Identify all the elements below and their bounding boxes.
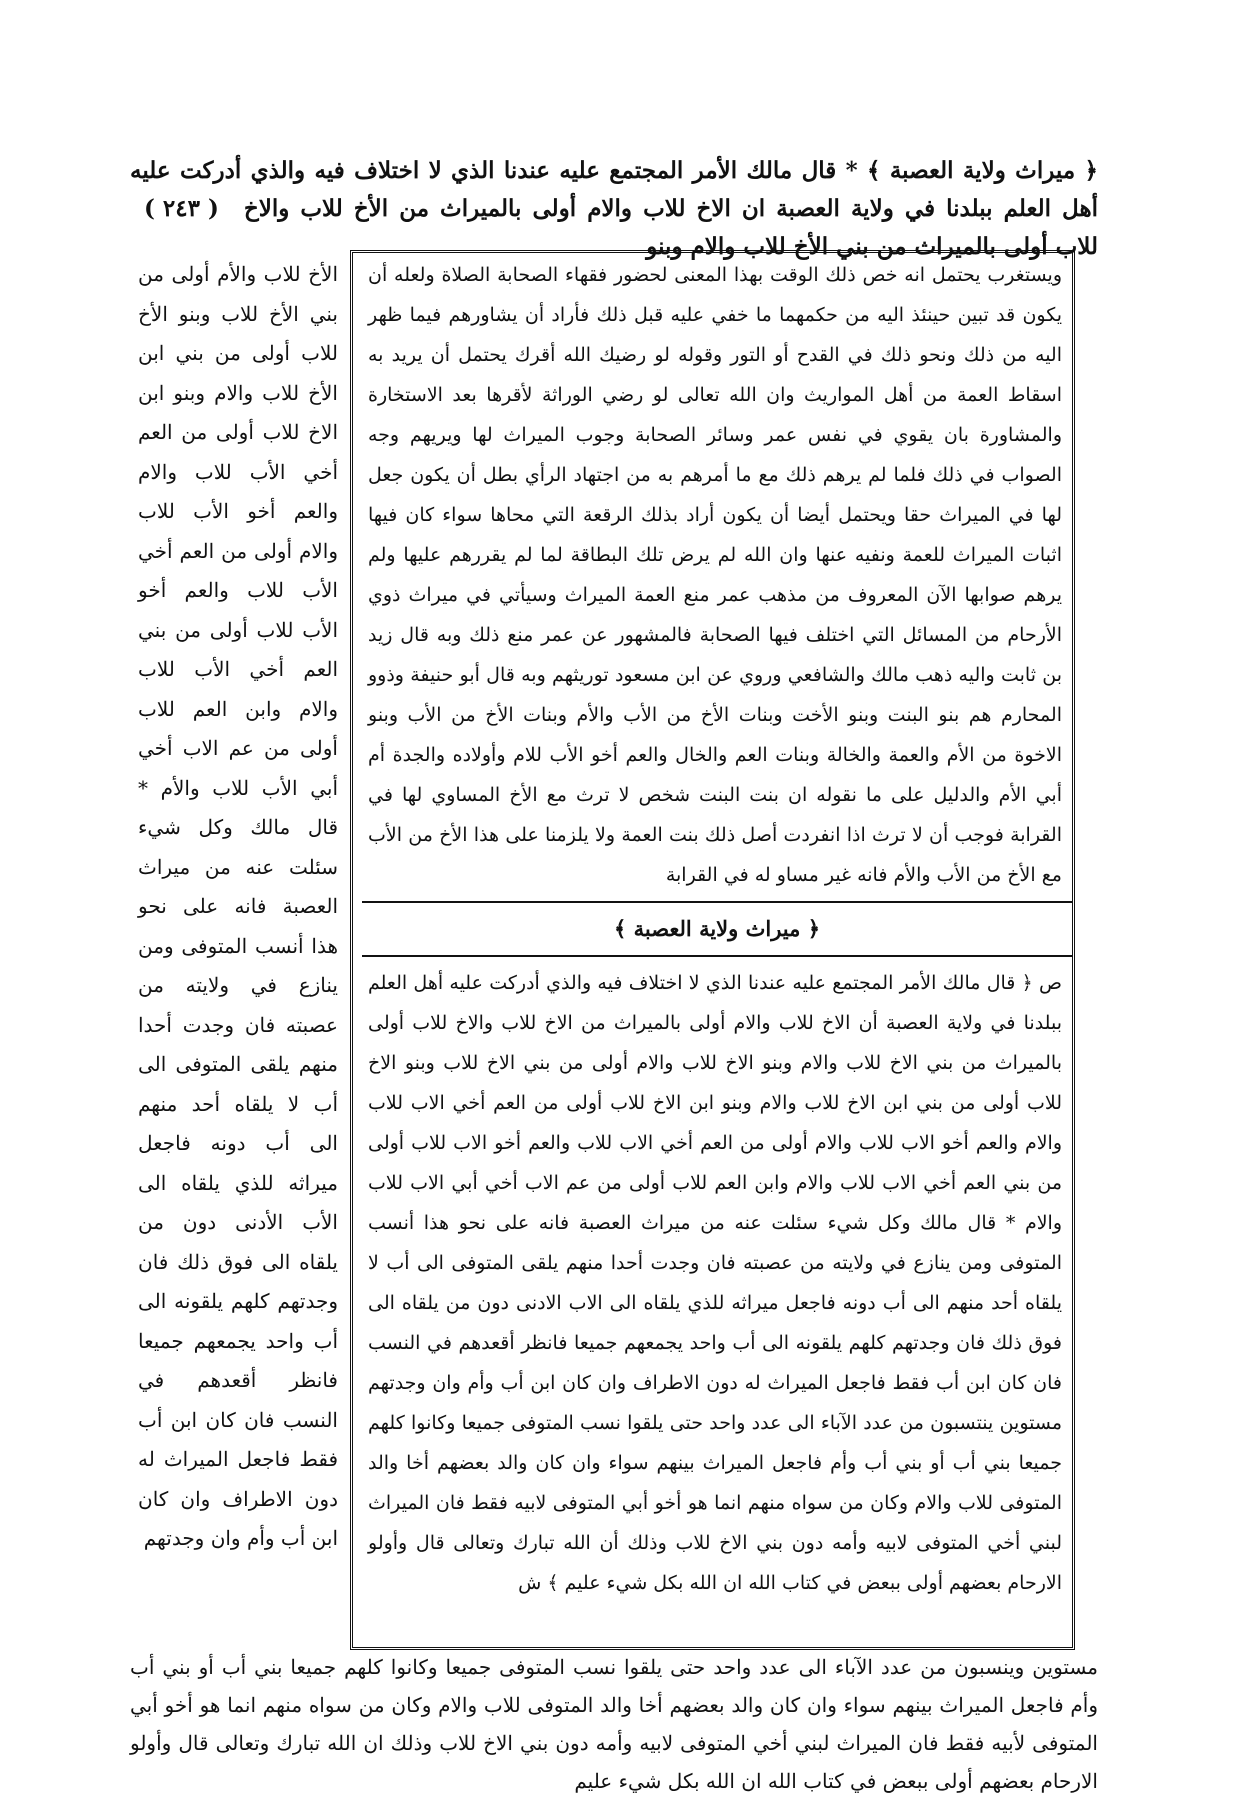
- main-text: [362, 255, 1072, 1603]
- divider: [362, 901, 1072, 903]
- divider: [362, 955, 1072, 957]
- running-header: [130, 152, 1098, 266]
- bottom-continuation-text: مستوين وينسبون من عدد الآباء الى عدد واحد حتى يلقوا نسب المتوفى جميعا وكانوا كلهم جميعا بني أب أو بني أب وأم فاجعل الميراث بينهم سواء وان كان والد بعضهم أخا والد المتوفى للاب والام وكان من سواه منهم انما هو أخو أبي المتوفى لأبيه فقط فان الميراث لبني أخي المتوفى لابيه وأمه دون بني الاخ للاب وذلك ان الله تبارك وتعالى قال وأولو الارحام بعضهم أولى ببعض في كتاب الله ان الله بكل شيء عليم: [130, 1655, 1098, 1793]
- side-column-text: الأخ للاب والأم أولى من بني الأخ للاب وبنو الأخ للاب أولى من بني ابن الأخ للاب والام وبنو ابن الاخ للاب أولى من العم أخي الأب للاب والام والعم أخو الأب للاب والام أولى من العم أخي الأب للاب والعم أخو الأب للاب أولى من بني العم أخي الأب للاب والام وابن العم للاب أولى من عم الاب أخي أبي الأب للاب والأم * قال مالك وكل شيء سئلت عنه من ميراث العصبة فانه على نحو هذا أنسب المتوفى ومن ينازع في ولايته من عصبته فان وجدت أحدا منهم يلقى المتوفى الى أب لا يلقاه أحد منهم الى أب دونه فاجعل ميراثه للذي يلقاه الى الأب الأدنى دون من يلقاه الى فوق ذلك فان وجدتهم كلهم يلقونه الى أب واحد يجمعهم جميعا فانظر أقعدهم في النسب فان كان ابن أب فقط فاجعل الميراث له دون الاطراف وان كان ابن أب وأم وان وجدتهم: [138, 262, 338, 1550]
- main-paragraph: ص ﴿ قال مالك الأمر المجتمع عليه عندنا الذي لا اختلاف فيه والذي أدركت عليه أهل العلم ببلدنا في ولاية العصبة أن الاخ للاب والام أولى بالميراث من الاخ للاب والاخ للاب أولى بالميراث من بني الاخ للاب والام وبنو الاخ للاب والام أولى من بني الاخ للاب وبنو الاخ للاب أولى من بني ابن الاخ للاب والام وبنو ابن الاخ للاب أولى من العم أخي الاب للاب والام والعم أخو الاب للاب والام أولى من العم أخي الاب للاب والعم أخو الاب للاب أولى من بني العم أخي الاب للاب والام وابن العم للاب أولى من عم الاب أخي أبي الاب للاب والام * قال مالك وكل شيء سئلت عنه من ميراث العصبة فانه على نحو هذا أنسب المتوفى ومن ينازع في ولايته من عصبته فان وجدت أحدا منهم يلقى المتوفى الى أب لا يلقاه أحد منهم الى أب دونه فاجعل ميراثه للذي يلقاه الى الاب الادنى دون من يلقاه الى فوق ذلك فان وجدتهم كلهم يلقونه الى أب واحد يجمعهم جميعا فانظر أقعدهم في النسب فان كان ابن أب فقط فاجعل الميراث له دون الاطراف وان كان ابن أب وأم وان وجدتهم مستوين ينتسبون من عدد الآباء الى عدد واحد حتى يلقوا نسب المتوفى جميعا وكانوا كلهم جميعا بني أب أو بني أب وأم فاجعل الميراث بينهم سواء وان كان والد بعضهم أخا والد المتوفى للاب والام وكان من سواه منهم انما هو أخو أبي المتوفى لابيه فقط فان الميراث لبني أخي المتوفى لابيه وأمه دون بني الاخ للاب وذلك أن الله تبارك وتعالى قال وأولو الارحام بعضهم أولى ببعض في كتاب الله ان الله بكل شيء عليم ﴾ ش: [368, 972, 1062, 1594]
- header-text-2: للاب أولى بالميراث من بني الأخ للاب والام وبنو: [646, 233, 1098, 260]
- commentary-paragraph: ويستغرب يحتمل انه خص ذلك الوقت بهذا المعنى لحضور فقهاء الصحابة الصلاة ولعله أن يكون قد تبين حينئذ اليه من حكمهما ما خفي عليه قبل ذلك فأراد أن يشاورهم فيما ظهر اليه من ذلك ونحو ذلك في القدح أو التور وقوله لو رضيك الله أقرك يحتمل أن يريد به اسقاط العمة من أهل المواريث وان الله تعالى لو رضي الوراثة لأقرها بعد الاستخارة والمشاورة بان يقوي في نفس عمر وسائر الصحابة وجوب الميراث لها ويريهم وجه الصواب في ذلك فلما لم يرهم ذلك مع ما أمرهم به من اجتهاد الرأي بطل أن يكون جعل لها في الميراث حقا ويحتمل أيضا أن يكون أراد بذلك الرقعة التي محاها سواء كان فيها اثبات الميراث للعمة ونفيه عنها وان الله لم يرض تلك البطاقة لما لم يقررهم عليها ولم يرهم صوابها الآن المعروف من مذهب عمر منع العمة الميراث وسيأتي في ميراث ذوي الأرحام من المسائل التي اختلف فيها الصحابة فالمشهور عن عمر منع ذلك وبه قال زيد بن ثابت واليه ذهب مالك والشافعي وروي عن ابن مسعود توريثهم وبه قال أبو حنيفة وذوو المحارم هم بنو البنت وبنو الأخت وبنات الأخ من الأب والأم وبنات الأخ من الأب وبنو الاخوة من الأم والعمة والخالة وبنات العم والخال والعم أخو الأب للام وأولاده والجدة أم أبي الأم والدليل على ما نقوله ان بنت البنت شخص لا ترث مع الأخ المساوي لها في القرابة فوجب أن لا ترث اذا انفردت أصل ذلك بنت العمة ولا يلزمنا على هذا الأخ من الأب مع الأخ من الأب والأم فانه غير مساو له في القرابة: [368, 264, 1062, 886]
- page-number: ( ٢٤٣ ): [144, 195, 219, 222]
- section-title: ﴿ ميراث ولاية العصبة ﴾: [613, 916, 821, 941]
- header-text-1: ﴿ ميراث ولاية العصبة ﴾ * قال مالك الأمر المجتمع عليه عندنا الذي لا اختلاف فيه والذي أدركت عليه أهل العلم ببلدنا في ولاية العصبة ان الاخ للاب والام أولى بالميراث من الأخ للاب والاخ: [130, 157, 1098, 222]
